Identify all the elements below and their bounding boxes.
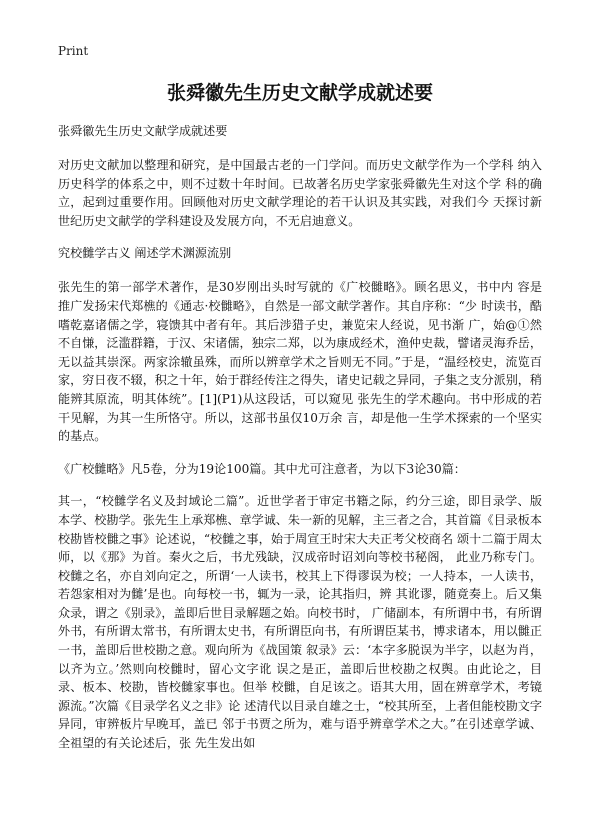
print-link[interactable]: Print — [58, 44, 89, 58]
paragraph-1: 张先生的第一部学术著作，是30岁刚出头时写就的《广校雠略》。顾名思义，书中内 容是推广发扬宋代郑樵的《通志·校雠略》，自然是一部文献学著作。其自序称：“少 时读书，酷嗜乾嘉诸儒之学，寝馈其中者有年。其后涉猎子史，兼览宋人经说，见书渐 广，始@①然不自慊，泛滥群籍，于汉、宋诸儒，独宗二郑，以为康成经术，渔仲史裁，譬诸灵海乔岳，无以益其崇深。两家涂辙虽殊，而所以辨章学术之旨则无不同。”于是，“温经校史，流览百家，穷日夜不辍，积之十年，始于群经传注之得失，诸史记载之异同，子集之支分派别，稍能辨其原流，明其体统”。[1](P1)从这段话，可以窥见 张先生的学术趣向。书中形成的若干见解，为其一生所恪守。所以，这部书虽仅10万余 言，却是他一生学术探索的一个坚实的基点。 — [58, 280, 542, 444]
article-body — [58, 122, 542, 767]
intro-paragraph: 对历史文献加以整理和研究，是中国最古老的一门学问。而历史文献学作为一个学科 纳入历史科学的体系之中，则不过数十年时间。已故著名历史学家张舜徽先生对这个学 科的确立，起到过重要作用。回顾他对历史文献学理论的若干认识及其实践，对我们今 天探讨新世纪历史文献学的学科建设及发展方向，不无启迪意义。 — [58, 158, 542, 228]
paragraph-3: 其一，“校雠学名义及封域论二篇”。近世学者于审定书籍之际，约分三途，即目录学、版本学、校勘学。张先生上承郑樵、章学诚、朱一新的见解，主三者之合，其首篇《目录板本校勘皆校雠之事》论述说，“校雠之事，始于周宣王时宋大夫正考父校商名 颂十二篇于周太师，以《那》为首。秦火之后，书尤残缺，汉成帝时诏刘向等校书秘阁， 此业乃称专门。校雠之名，亦自刘向定之，所谓‘一人读书，校其上下得谬误为校；一人持本，一人读书，若怨家相对为雠’是也。向每校一书，辄为一录，论其指归，辨 其讹谬，随竟奏上。后又集众录，谓之《别录》，盖即后世目录解题之始。向校书时， 广储副本，有所谓中书，有所谓外书，有所谓太常书，有所谓太史书，有所谓臣向书，有所谓臣某书，博求诸本，用以雠正一书，盖即后世校勘之意。观向所为《战国策 叙录》云：‘本字多脱误为半字，以赵为肖，以齐为立。’然则向校雠时，留心文字讹 误之是正，盖即后世校勘之权舆。由此论之，目录、板本、校勘，皆校雠家事也。但举 校雠，自足该之。语其大用，固在辨章学术，考镜源流。”次篇《目录学名义之非》论 述清代以目录自雄之士，“校其所至，上者但能校勘文字异同，审辨板片早晚耳，盖已 邻于书贾之所为，难与语乎辨章学术之大。”在引述章学诚、全祖望的有关论述后，张 先生发出如 — [58, 494, 542, 751]
section-heading: 究校雠学古义 阐述学术渊源流别 — [58, 246, 232, 261]
paragraph-2: 《广校雠略》凡5卷，分为19论100篇。其中尤可注意者，为以下3论30篇： — [58, 461, 466, 476]
article-subtitle: 张舜徽先生历史文献学成就述要 — [58, 124, 228, 138]
article-title: 张舜徽先生历史文献学成就述要 — [166, 82, 433, 104]
